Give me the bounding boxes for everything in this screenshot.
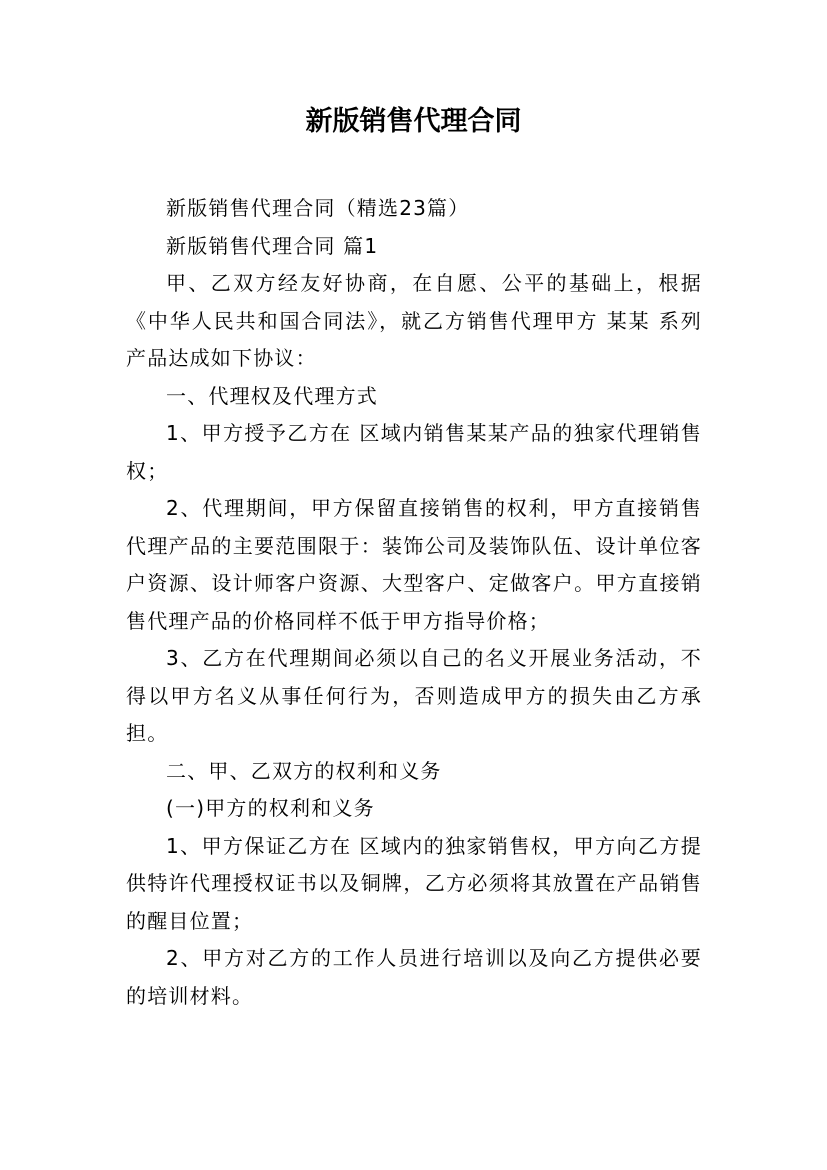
paragraph-heading-agency: 一、代理权及代理方式 — [166, 383, 378, 408]
paragraph-party-a-clause-1: 1、甲方保证乙方在 区域内的独家销售权，甲方向乙方提供特许代理授权证书以及铜牌，乙方必须将其放置在产品销售的醒目位置； — [126, 833, 702, 933]
paragraph-clause-3: 3、乙方在代理期间必须以自己的名义开展业务活动，不得以甲方名义从事任何行为，否则造成甲方的损失由乙方承担。 — [126, 646, 702, 745]
paragraph-heading-rights: 二、甲、乙双方的权利和义务 — [166, 758, 442, 783]
document-body — [126, 190, 702, 1015]
paragraph-preamble: 甲、乙双方经友好协商，在自愿、公平的基础上，根据《中华人民共和国合同法》，就乙方销售代理甲方 某某 系列产品达成如下协议： — [126, 271, 702, 370]
document-title: 新版销售代理合同 — [305, 106, 522, 137]
paragraph-party-a-clause-2: 2、甲方对乙方的工作人员进行培训以及向乙方提供必要的培训材料。 — [126, 946, 702, 1008]
paragraph-section-heading: 新版销售代理合同 篇1 — [166, 233, 379, 258]
paragraph-subtitle: 新版销售代理合同（精选23篇） — [166, 196, 470, 220]
paragraph-clause-2: 2、代理期间，甲方保留直接销售的权利，甲方直接销售代理产品的主要范围限于：装饰公司及装饰队伍、设计单位客户资源、设计师客户资源、大型客户、定做客户。甲方直接销售代理产品的价格同样不低于甲方指导价格； — [126, 496, 702, 633]
paragraph-clause-1: 1、甲方授予乙方在 区域内销售某某产品的独家代理销售权； — [126, 421, 702, 483]
paragraph-subheading-party-a: (一)甲方的权利和义务 — [166, 796, 375, 820]
